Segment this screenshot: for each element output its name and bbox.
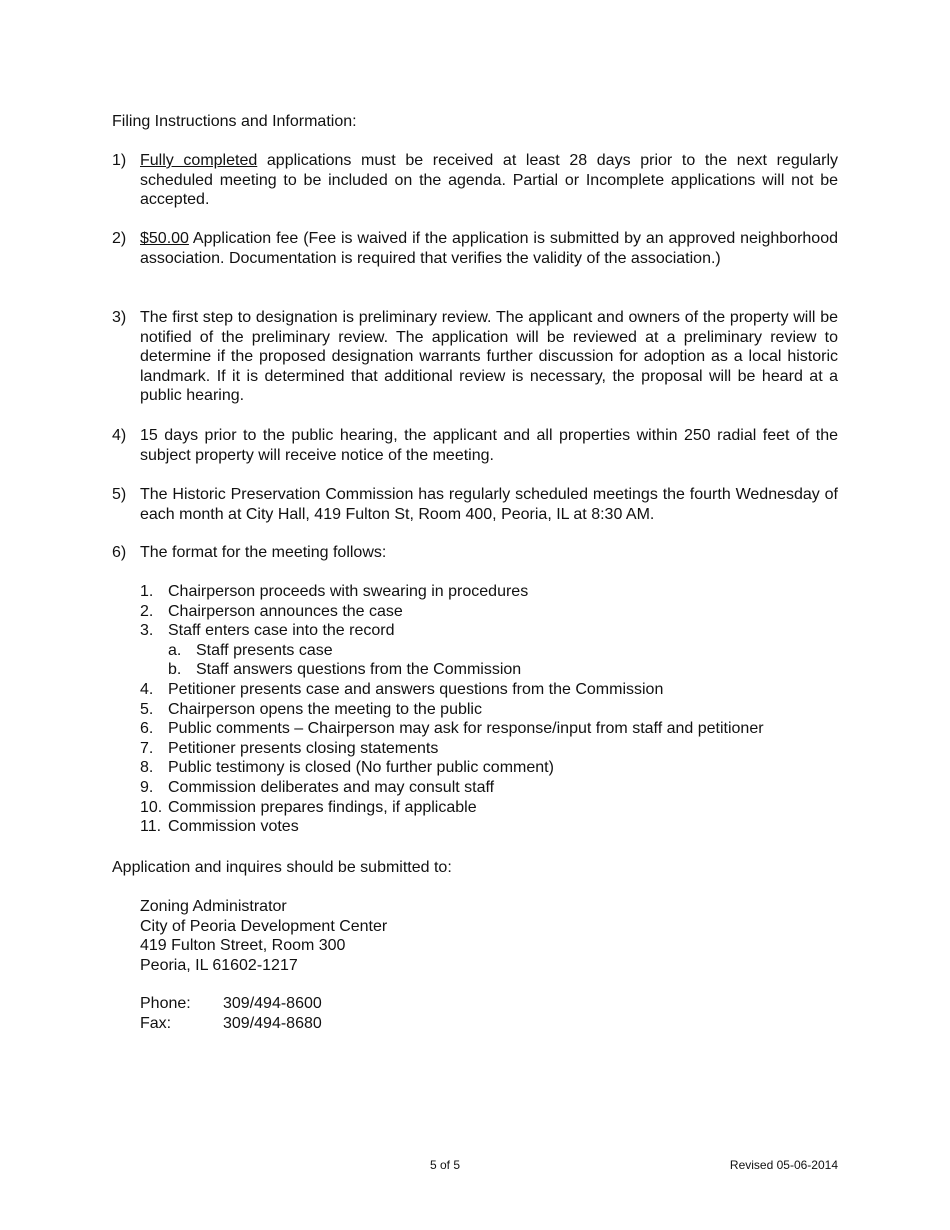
format-step [140, 700, 840, 720]
step-number: 1. [140, 583, 154, 600]
format-step [140, 798, 840, 818]
step-text: Chairperson announces the case [168, 602, 403, 620]
item-number: 3) [112, 309, 127, 326]
meeting-format-list [140, 582, 840, 837]
item-text: 15 days prior to the public hearing, the applicant and all properties within 250 radial feet of the subject property will receive notice of the meeting. [140, 427, 838, 464]
step-number: 8. [140, 759, 154, 777]
item-text: The first step to designation is preliminary review. The applicant and owners of the property will be notified of the preliminary review. The application will be reviewed at a preliminary review to determine if the proposed designation warrants further discussion for adoption as a local historic landmark. If it is determined that additional review is necessary, the proposal will be heard at a public hearing. [140, 309, 838, 405]
step-text: Chairperson proceeds with swearing in procedures [168, 583, 529, 600]
format-step [140, 582, 840, 602]
substep-text: Staff answers questions from the Commission [196, 661, 522, 679]
fax-label: Fax: [140, 1014, 172, 1032]
fax-number: 309/494-8680 [223, 1014, 322, 1032]
format-step [140, 758, 840, 778]
item-number: 2) [112, 230, 127, 247]
step-number: 5. [140, 700, 154, 718]
step-text: Public comments – Chairperson may ask for response/input from staff and petitioner [168, 720, 764, 738]
step-text: Commission prepares findings, if applicable [168, 798, 477, 816]
step-text: Petitioner presents case and answers questions from the Commission [168, 680, 664, 698]
phone-number: 309/494-8600 [223, 995, 322, 1012]
step-number: 6. [140, 720, 154, 738]
format-step [140, 680, 840, 700]
format-step [140, 719, 840, 739]
revision-date: Revised 05-06-2014 [729, 1158, 838, 1172]
format-step [140, 602, 840, 622]
item-text-rest: applications must be received at least 28 days prior to the next regularly scheduled meeting to be included on the agenda. Partial or Incomplete applications will not be accepted. [140, 152, 838, 209]
submission-heading: Application and inquires should be submitted to: [112, 859, 452, 876]
step-number: 11. [140, 818, 162, 836]
instruction-item-1 [112, 151, 838, 210]
page-number: 5 of 5 [430, 1158, 461, 1172]
step-number: 7. [140, 739, 154, 757]
step-text: Staff enters case into the record [168, 622, 395, 640]
substep-text: Staff presents case [196, 641, 333, 659]
step-text: Public testimony is closed (No further public comment) [168, 759, 554, 777]
address-line: 419 Fulton Street, Room 300 [140, 937, 346, 955]
item-text: The Historic Preservation Commission has regularly scheduled meetings the fourth Wednesday of each month at City Hall, 419 Fulton St, Room 400, Peoria, IL at 8:30 AM. [140, 486, 838, 523]
item-text: The format for the meeting follows: [140, 544, 387, 561]
phone-label: Phone: [140, 995, 191, 1012]
item-text-rest: Application fee (Fee is waived if the application is submitted by an approved neighborhood association. Documentation is required that verifies the validity of the association.) [140, 230, 838, 267]
instruction-item-5 [112, 485, 838, 524]
instruction-item-2 [112, 229, 838, 268]
step-text: Commission deliberates and may consult staff [168, 778, 495, 796]
section-heading: Filing Instructions and Information: [112, 113, 357, 130]
item-number: 5) [112, 486, 127, 503]
format-step [140, 621, 840, 641]
instruction-item-4 [112, 426, 838, 465]
item-text [140, 151, 838, 210]
step-text: Commission votes [168, 818, 299, 836]
step-number: 2. [140, 602, 154, 620]
underlined-lead: $50.00 [140, 230, 189, 247]
address-line: City of Peoria Development Center [140, 917, 388, 935]
item-number: 1) [112, 152, 127, 169]
item-number: 4) [112, 427, 127, 444]
format-substep [140, 660, 840, 680]
format-step [140, 817, 840, 837]
substep-letter: b. [168, 661, 182, 679]
item-text [140, 229, 838, 268]
step-number: 10. [140, 798, 163, 816]
step-number: 4. [140, 680, 154, 698]
format-step [140, 778, 840, 798]
format-substep [140, 641, 840, 661]
substep-letter: a. [168, 641, 182, 659]
mailing-address [140, 897, 387, 975]
instruction-item-6 [112, 543, 838, 563]
step-text: Chairperson opens the meeting to the public [168, 700, 482, 718]
instruction-item-3 [112, 308, 838, 406]
step-number: 9. [140, 778, 154, 796]
address-line: Peoria, IL 61602-1217 [140, 956, 298, 974]
step-text: Petitioner presents closing statements [168, 739, 439, 757]
format-step [140, 739, 840, 759]
item-number: 6) [112, 544, 127, 561]
address-line: Zoning Administrator [140, 898, 287, 915]
underlined-lead: Fully completed [140, 152, 258, 169]
step-number: 3. [140, 622, 154, 640]
